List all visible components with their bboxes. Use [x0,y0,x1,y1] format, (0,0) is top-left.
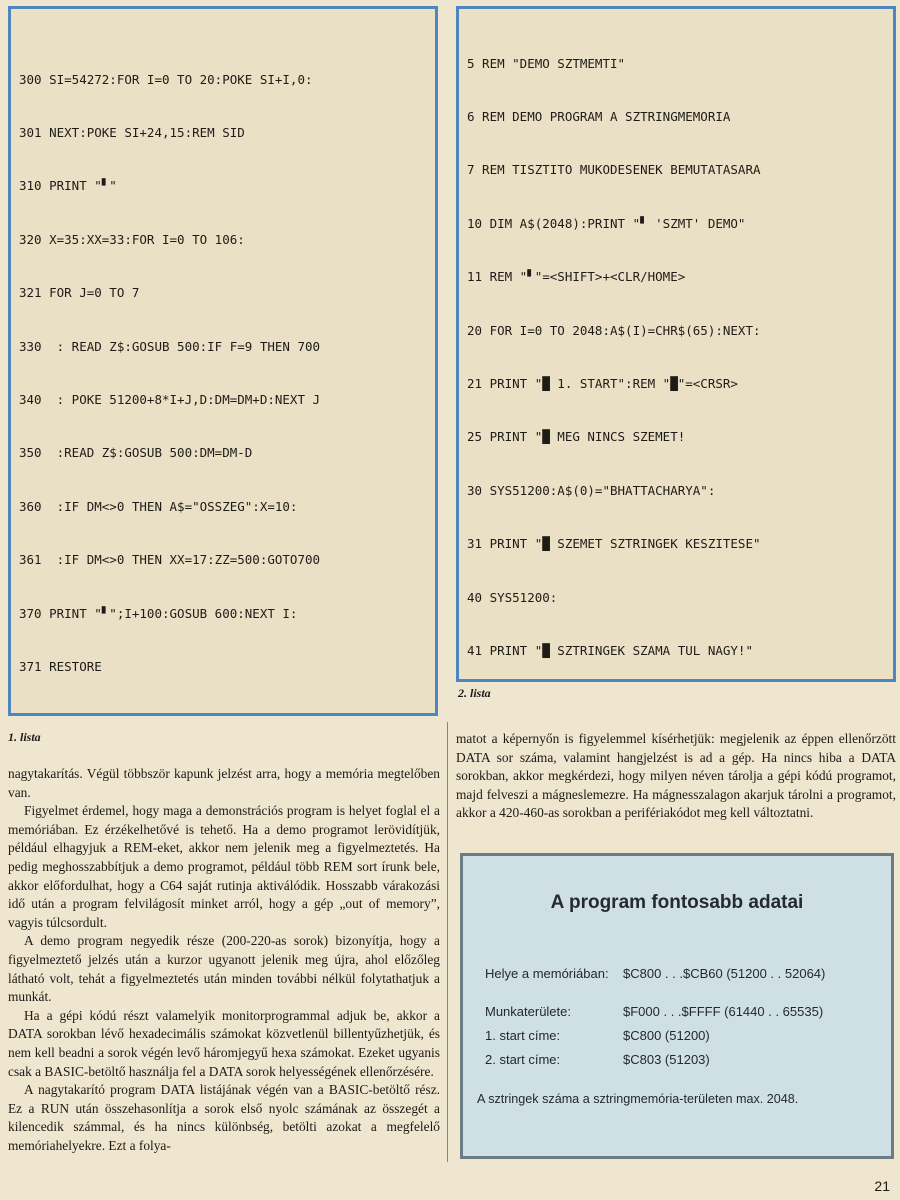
code-line [19,711,435,716]
infobox-value: $C800 . . .$CB60 (51200 . . 52064) [623,966,826,981]
infobox-label: 2. start címe: [485,1052,561,1067]
paragraph: nagytakarítás. Végül többször kapunk jelzést arra, hogy a memória megtelőben van. [8,766,440,800]
code-line: 31 PRINT "█ SZEMET SZTRINGEK KESZITESE" [467,536,761,552]
paragraph: matot a képernyőn is figyelemmel kísérhetjük: megjelenik az éppen ellenőrzött DATA sor száma, valamint hangjelzést is ad a gép. Ha nincs hiba a DATA sorokban, akkor megkérdezi, hogy milyen néven tárolja a gépi kódú programot, majd felveszi a mágneslemezre. Ha mágnesszalagon akarjuk tárolni a programot, akkor a 420-460-as sorokban a perifériakódot meg kell változtatni. [456,731,896,821]
code-listing-2 [456,6,896,682]
paragraph: A demo program negyedik része (200-220-as sorok) bizonyítja, hogy a figyelmeztető jelzés után a kurzor ugyanott jelenik meg újra, ahol előzőleg látható volt, tehát a figyelmeztetés után minden további nélkül folytathatjuk a munkát. [8,933,440,1005]
code-line: 320 X=35:XX=33:FOR I=0 TO 106: [19,231,245,247]
page-number: 21 [874,1178,890,1194]
listing-2-caption: 2. lista [458,686,491,700]
infobox-label: Munkaterülete: [485,1004,571,1019]
code-line: 11 REM "▘"=<SHIFT>+<CLR/HOME> [467,269,686,285]
code-line: 321 FOR J=0 TO 7 [19,285,140,301]
infobox-value: $C800 (51200) [623,1028,710,1043]
code-line: 361 :IF DM<>0 THEN XX=17:ZZ=500:GOTO700 [19,552,321,568]
infobox-value: $F000 . . .$FFFF (61440 . . 65535) [623,1004,824,1019]
paragraph: Ha a gépi kódú részt valamelyik monitorprogrammal adjuk be, akkor a DATA sorokban lévő hexadecimális számokat közvetlenül billentyűzhetjük, és nem kell beadni a sorok végén levő háromjegyű hexa számokat. Ezeket ugyanis csak a BASIC-betöltő használja fel a DATA sorok helyességének ellenőrzésére. [8,1007,440,1079]
code-line: 5 REM "DEMO SZTMEMTI" [467,55,626,71]
infobox-title: A program fontosabb adatai [550,892,804,913]
paragraph: A nagytakarító program DATA listájának végén van a BASIC-betöltő rész. Ez a RUN után összehasonlítja a sorok első nyolc számának az összegét a kilencedik számmal, és ha nincs különbség, betölti azokat a megfelelő memóriahelyekre. Ezt a folya- [8,1082,440,1153]
code-line: 330 : READ Z$:GOSUB 500:IF F=9 THEN 700 [19,338,321,354]
article-left-column [8,765,440,1155]
code-line: 360 :IF DM<>0 THEN A$="OSSZEG":X=10: [19,498,298,514]
code-line: 41 PRINT "█ SZTRINGEK SZAMA TUL NAGY!" [467,642,753,658]
code-line: 30 SYS51200:A$(0)="BHATTACHARYA": [467,482,716,498]
code-line: 301 NEXT:POKE SI+24,15:REM SID [19,124,245,140]
column-divider [447,722,448,1162]
code-line: 300 SI=54272:FOR I=0 TO 20:POKE SI+I,0: [19,71,313,87]
code-line: 350 :READ Z$:GOSUB 500:DM=DM-D [19,445,253,461]
infobox-label: Helye a memóriában: [485,966,609,981]
listing-1-caption: 1. lista [8,730,41,744]
code-line: 7 REM TISZTITO MUKODESENEK BEMUTATASARA [467,162,761,178]
code-line: 10 DIM A$(2048):PRINT "▘ 'SZMT' DEMO" [467,215,746,231]
article-right-column [456,730,896,823]
code-line: 370 PRINT "▘";I+100:GOSUB 600:NEXT I: [19,605,298,621]
paragraph: Figyelmet érdemel, hogy maga a demonstrációs program is helyet foglal el a memóriában. Ez érzékelhetővé is tehető. Ha a demo programot lerövidítjük, például elhagyjuk a REM-eket, akkor nem jelenik meg a figyelmeztetés. Ha pedig meghosszabbítjuk a demo programot, például több REM sort írunk bele, akkor előfordulhat, hogy a C64 saját rutinja aktiválódik. Hosszabb várakozási idő után a program felvilágosít minket arról, hogy a gép „out of memory”, vagyis túlcsordult. [8,803,440,930]
code-line: 21 PRINT "█ 1. START":REM "█"=<CRSR> [467,375,738,391]
infobox-value: $C803 (51203) [623,1052,710,1067]
code-listing-1 [8,6,438,716]
infobox-label: 1. start címe: [485,1028,561,1043]
code-line: 40 SYS51200: [467,589,558,605]
code-line: 25 PRINT "█ MEG NINCS SZEMET! [467,429,686,445]
code-line: 340 : POKE 51200+8*I+J,D:DM=DM+D:NEXT J [19,391,321,407]
code-line: 6 REM DEMO PROGRAM A SZTRINGMEMORIA [467,108,731,124]
code-line: 20 FOR I=0 TO 2048:A$(I)=CHR$(65):NEXT: [467,322,761,338]
infobox-note: A sztringek száma a sztringmemória-területen max. 2048. [477,1092,799,1106]
code-line: 371 RESTORE [19,658,102,674]
code-line: 310 PRINT "▘" [19,178,117,194]
program-data-box [460,853,894,1159]
